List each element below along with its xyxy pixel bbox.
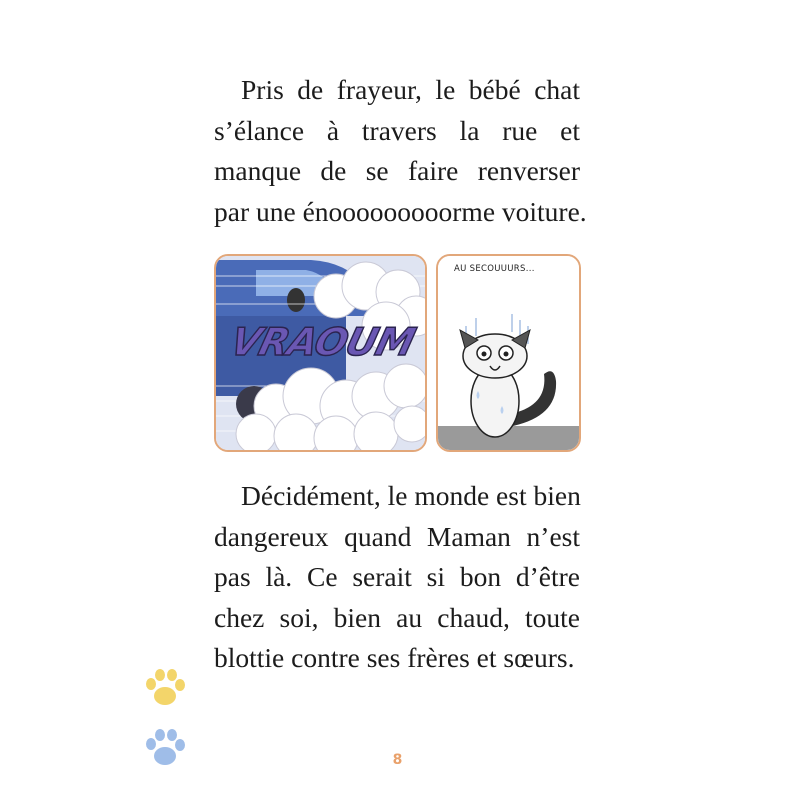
paragraph-line: Pris de frayeur, le bébé chat [241, 74, 580, 105]
page-number: 8 [392, 752, 403, 768]
illustration-car-panel [214, 254, 427, 452]
caption-au-secours: AU SECOUUURS... [454, 264, 535, 274]
paragraph-line: s’élance à travers la rue et [214, 114, 580, 146]
sound-effect-vraoum: VRAOUM [226, 320, 419, 364]
paragraph-1 [214, 70, 587, 232]
paragraph-2 [214, 476, 580, 679]
illustration-kitten-panel [436, 254, 581, 452]
paragraph-line: blottie contre ses frères et sœurs. [214, 642, 575, 673]
paragraph-line: pas là. Ce serait si bon d’être [214, 561, 580, 592]
paragraph-line: manque de se faire renverser [214, 155, 580, 186]
yellow-paw-print-icon [144, 668, 186, 708]
paragraph-line: Décidément, le monde est bien [241, 480, 581, 511]
scared-kitten-illustration [438, 256, 581, 452]
paragraph-line: chez soi, bien au chaud, toute [214, 601, 580, 633]
paragraph-line: dangereux quand Maman n’est [214, 520, 580, 552]
paragraph-line: par une énooooooooorme voiture. [214, 195, 587, 227]
